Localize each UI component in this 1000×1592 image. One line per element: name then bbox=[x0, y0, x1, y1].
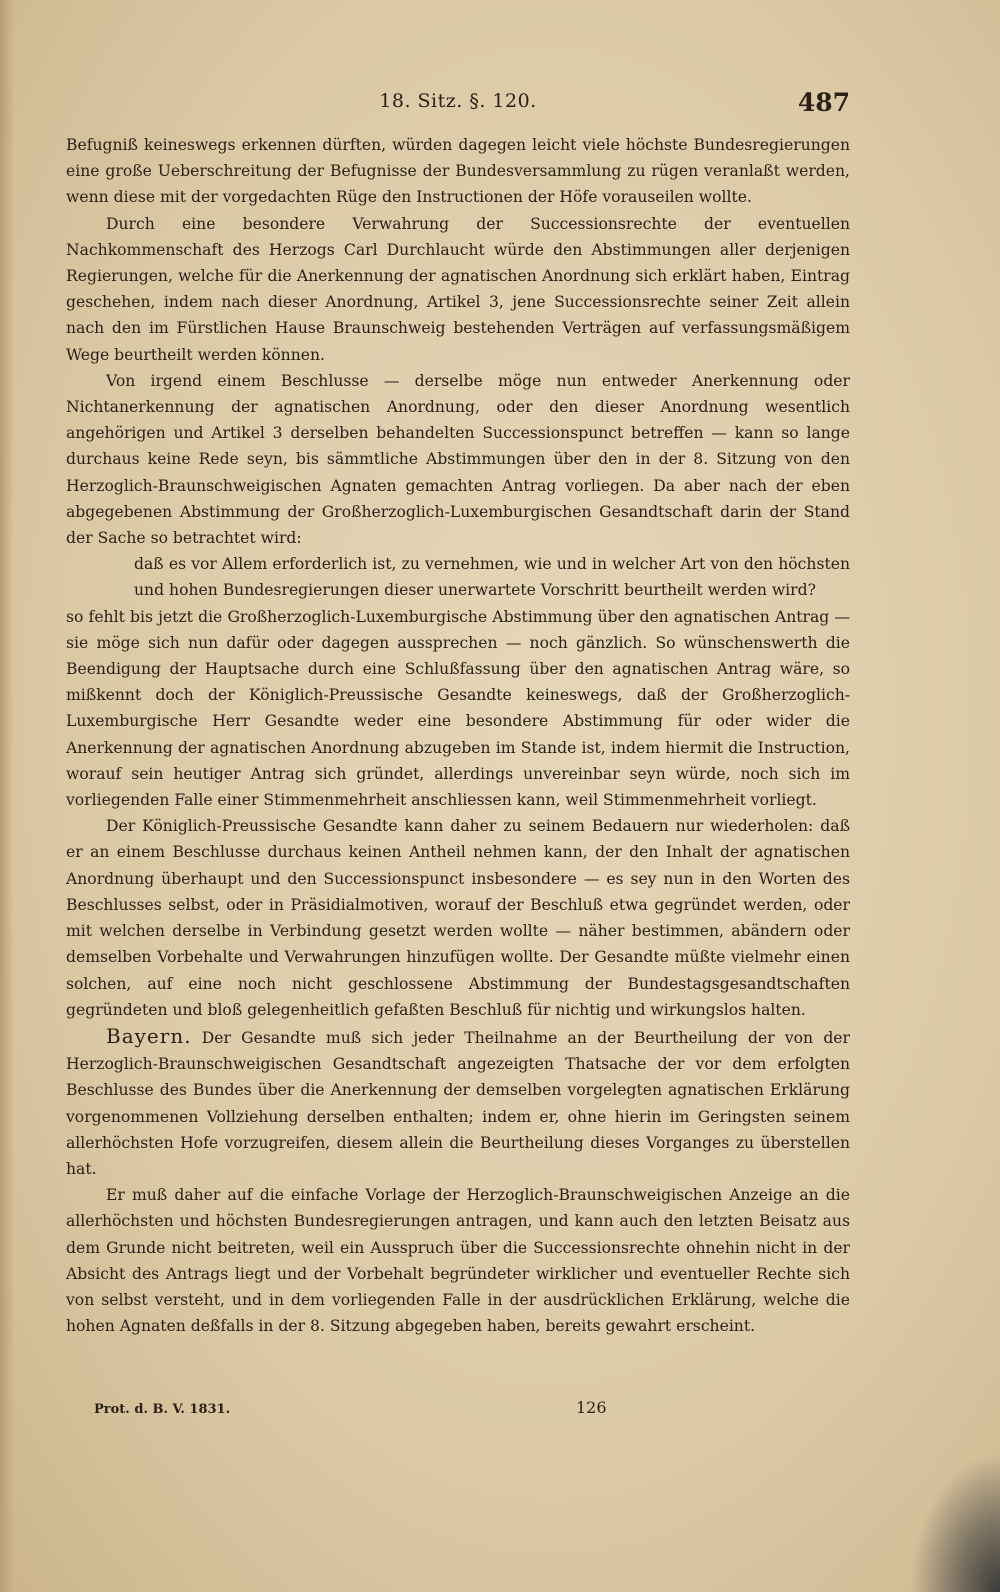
running-head: 18. Sitz. §. 120. bbox=[379, 90, 537, 112]
paragraph: Durch eine besondere Verwahrung der Successionsrechte der eventuellen Nachkommenschaft des Herzogs Carl Durchlaucht würde den Abstimmungen aller derjenigen Regierungen, welche für die Anerkennung der agnatischen Anordnung sich erklärt haben, Eintrag geschehen, indem nach dieser Anordnung, Artikel 3, jene Successionsrechte seiner Zeit allein nach den im Fürstlichen Hause Braunschweig bestehenden Verträgen auf verfassungsmäßigem Wege beurtheilt werden können. bbox=[66, 214, 850, 364]
paragraph: so fehlt bis jetzt die Großherzoglich-Luxemburgische Abstimmung über den agnatischen Antrag — sie möge sich nun dafür oder dagegen aussprechen — noch gänzlich. So wünschenswerth die Beendigung der Hauptsache durch eine Schlußfassung über den agnatischen Antrag wäre, so mißkennt doch der Königlich-Preussische Gesandte keineswegs, daß der Großherzoglich-Luxemburgische Herr Gesandte weder eine besondere Abstimmung für oder wider die Anerkennung der agnatischen Anordnung abzugeben im Stande ist, indem hiermit die Instruction, worauf sein heutiger Antrag sich gründet, allerdings unvereinbar seyn würde, noch sich im vorliegenden Falle einer Stimmenmehrheit anschliessen kann, weil Stimmenmehrheit vorliegt. bbox=[66, 607, 850, 810]
page-number: 487 bbox=[797, 88, 850, 117]
paragraph: Befugniß keineswegs erkennen dürften, würden dagegen leicht viele höchste Bundesregierungen eine große Ueberschreitung der Befugnisse der Bundesversammlung zu rügen veranlaßt werden, wenn diese mit der vorgedachten Rüge den Instructionen der Höfe vorauseilen wollte. bbox=[66, 136, 850, 207]
page-footer bbox=[94, 1398, 794, 1422]
bayern-paragraph bbox=[66, 1023, 850, 1182]
state-heading-bayern: Bayern. bbox=[106, 1023, 192, 1048]
block-quote: daß es vor Allem erforderlich ist, zu vernehmen, wie und in welcher Art von den höchsten und hohen Bundesregierungen dieser unerwartete Vorschritt beurtheilt werden wird? bbox=[134, 555, 850, 600]
page-header bbox=[66, 90, 850, 120]
signature-mark: 126 bbox=[576, 1398, 607, 1417]
paragraph: Er muß daher auf die einfache Vorlage der Herzoglich-Braunschweigischen Anzeige an die allerhöchsten und höchsten Bundesregierungen antragen, und kann auch den letzten Beisatz aus dem Grunde nicht beitreten, weil ein Ausspruch über die Successionsrechte ohnehin nicht in der Absicht des Antrags liegt und der Vorbehalt begründeter wirklicher und eventueller Rechte sich von selbst versteht, und in dem vorliegenden Falle in der ausdrücklichen Erklärung, welche die hohen Agnaten deßfalls in der 8. Sitzung abgegeben haben, bereits gewahrt erscheint. bbox=[66, 1186, 850, 1336]
paragraph: Der Königlich-Preussische Gesandte kann daher zu seinem Bedauern nur wiederholen: daß er an einem Beschlusse durchaus keinen Antheil nehmen kann, der den Inhalt der agnatischen Anordnung überhaupt und den Successionspunct insbesondere — es sey nun in den Worten des Beschlusses selbst, oder in Präsidialmotiven, worauf der Beschluß etwa gegründet werden, oder mit welchen derselbe in Verbindung gesetzt werden wollte — näher bestimmen, abändern oder demselben Vorbehalte und Verwahrungen hinzufügen wollte. Der Gesandte müßte vielmehr einen solchen, auf eine noch nicht geschlossene Abstimmung der Bundestagsgesandtschaften gegründeten und bloß gelegenheitlich gefaßten Beschluß für nichtig und wirkungslos halten. bbox=[66, 817, 850, 1019]
body-text bbox=[66, 132, 850, 1339]
paragraph: Von irgend einem Beschlusse — derselbe möge nun entweder Anerkennung oder Nichtanerkennung der agnatischen Anordnung, oder den dieser Anordnung wesentlich angehörigen und Artikel 3 derselben behandelten Successionspunct betreffen — kann so lange durchaus keine Rede seyn, bis sämmtliche Abstimmungen über den in der 8. Sitzung von den Herzoglich-Braunschweigischen Agnaten gemachten Antrag vorliegen. Da aber nach der eben abgegebenen Abstimmung der Großherzoglich-Luxemburgischen Gesandtschaft darin der Stand der Sache so betrachtet wird: bbox=[66, 371, 850, 548]
footer-reference: Prot. d. B. V. 1831. bbox=[94, 1402, 231, 1417]
bayern-text: Der Gesandte muß sich jeder Theilnahme an der Beurtheilung der von der Herzoglich-Braunschweigischen Gesandtschaft angezeigten Thatsache der vor dem erfolgten Beschlusse des Bundes über die Anerkennung der demselben vorgelegten agnatischen Erklärung vorgenommenen Vollziehung derselben enthalten; indem er, ohne hierin im Geringsten seinem allerhöchsten Hofe vorzugreifen, diesem allein die Beurtheilung dieses Vorganges zu überstellen hat. bbox=[66, 1028, 850, 1178]
